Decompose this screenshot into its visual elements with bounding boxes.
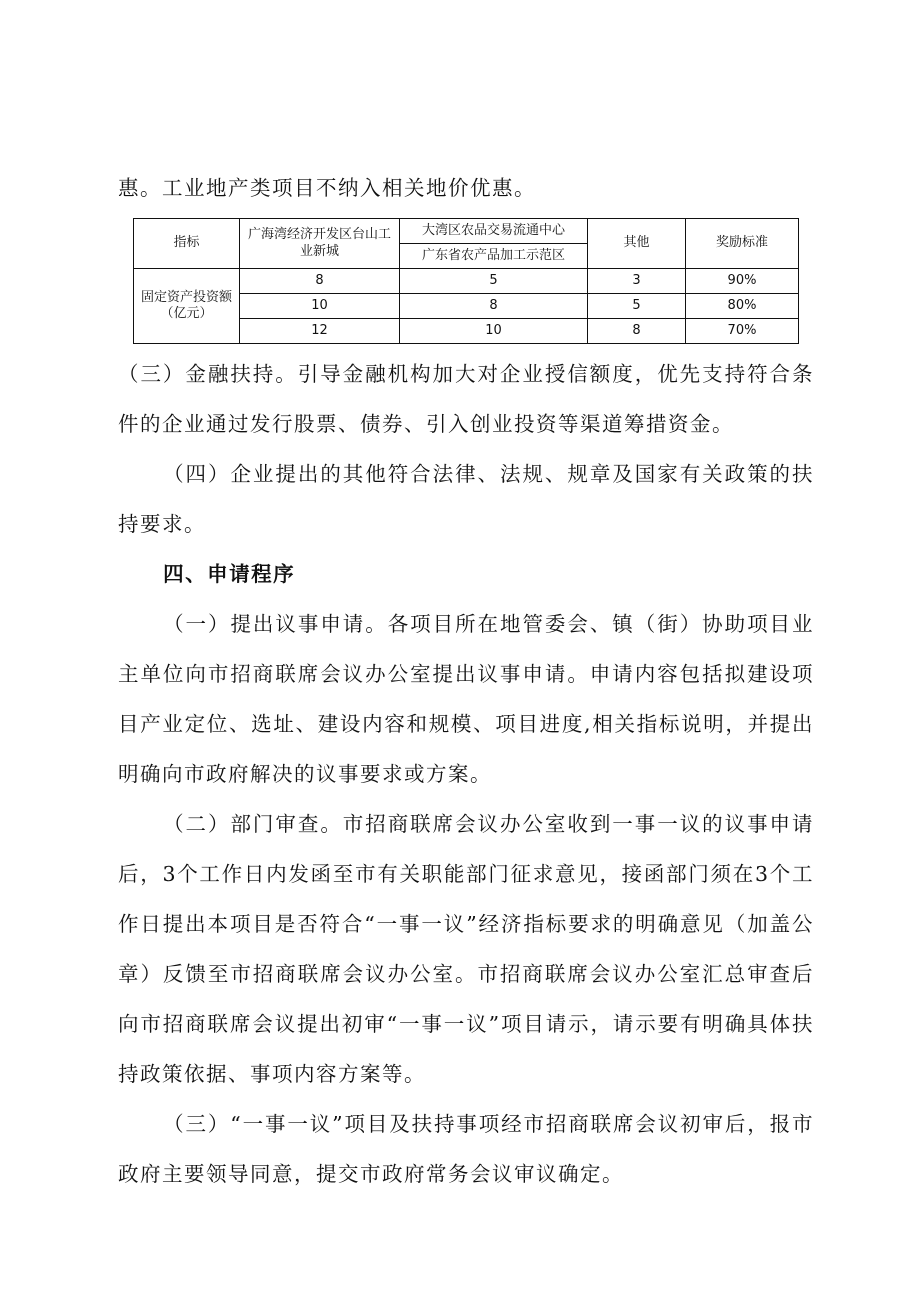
cell-other: 8: [588, 319, 686, 344]
section-heading: 四、申请程序: [163, 562, 296, 586]
para-step1: （一）提出议事申请。各项目所在地管委会、镇（街）协助项目业主单位向市招商联席会议办公室提出议事申请。申请内容包括拟建设项目产业定位、选址、建设内容和规模、项目进度,相关指标说明，并提出明确向市政府解决的议事要求或方案。: [118, 612, 814, 786]
cell-reward: 90%: [686, 269, 799, 294]
header-other: 其他: [588, 219, 686, 269]
para-finance: （三）金融扶持。引导金融机构加大对企业授信额度，优先支持符合条件的企业通过发行股票、债券、引入创业投资等渠道筹措资金。: [118, 362, 814, 436]
cell-zone2: 8: [400, 294, 588, 319]
table-row: [134, 269, 799, 294]
header-zone2-line1: 大湾区农品交易流通中心: [400, 219, 588, 244]
header-reward: 奖励标准: [686, 219, 799, 269]
cell-zone2: 5: [400, 269, 588, 294]
cell-zone1: 8: [240, 269, 400, 294]
cell-other: 5: [588, 294, 686, 319]
para-other-requests: （四）企业提出的其他符合法律、法规、规章及国家有关政策的扶持要求。: [118, 462, 814, 536]
header-indicator: 指标: [134, 219, 240, 269]
cell-reward: 80%: [686, 294, 799, 319]
cell-zone2: 10: [400, 319, 588, 344]
cell-zone1: 10: [240, 294, 400, 319]
cell-zone1: 12: [240, 319, 400, 344]
para-step2: （二）部门审查。市招商联席会议办公室收到一事一议的议事申请后，3个工作日内发函至市有关职能部门征求意见，接函部门须在3个工作日提出本项目是否符合“一事一议”经济指标要求的明确意见（加盖公章）反馈至市招商联席会议办公室。市招商联席会议办公室汇总审查后向市招商联席会议提出初审“一事一议”项目请示，请示要有明确具体扶持政策依据、事项内容方案等。: [118, 812, 814, 1086]
cell-reward: 70%: [686, 319, 799, 344]
cell-other: 3: [588, 269, 686, 294]
para-step3: （三）“一事一议”项目及扶持事项经市招商联席会议初审后，报市政府主要领导同意，提交市政府常务会议审议确定。: [118, 1112, 814, 1186]
row-label: 固定资产投资额（亿元）: [134, 269, 240, 344]
subsidy-table: [133, 218, 799, 344]
header-zone2-line2: 广东省农产品加工示范区: [400, 244, 588, 269]
header-zone1: 广海湾经济开发区台山工业新城: [240, 219, 400, 269]
intro-tail-paragraph: 惠。工业地产类项目不纳入相关地价优惠。: [118, 176, 536, 200]
